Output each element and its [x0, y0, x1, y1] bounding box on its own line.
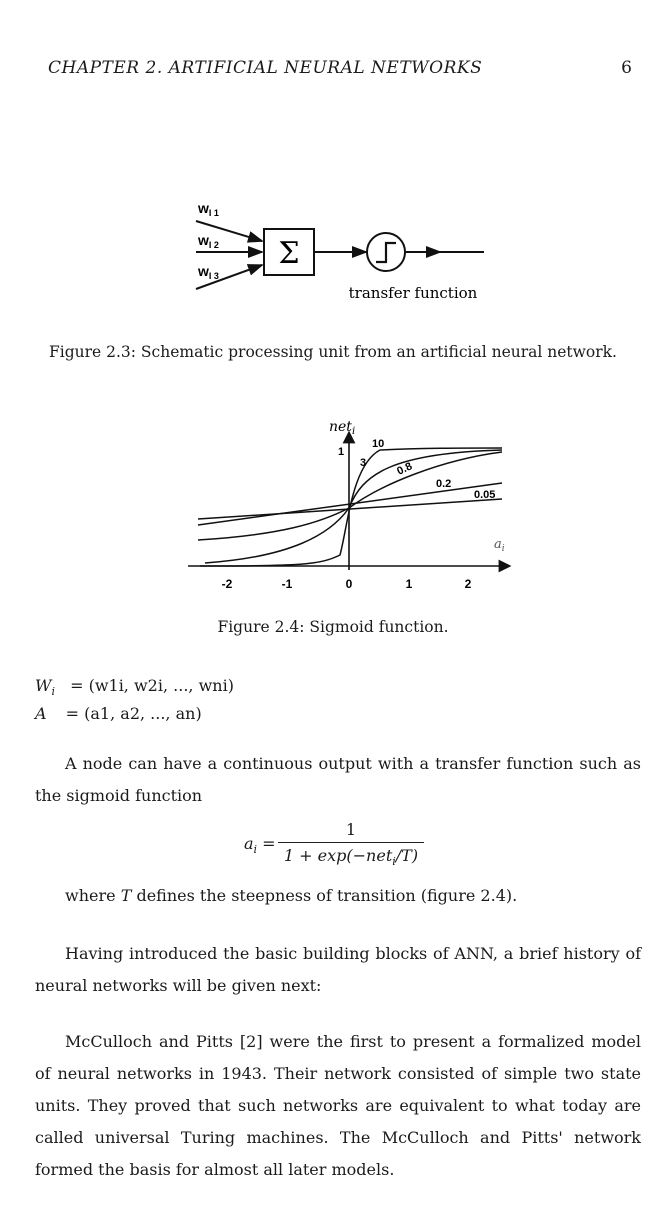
page-header — [0, 58, 666, 82]
curve-T-0.2 — [198, 483, 502, 525]
x-tick--1: -1 — [281, 577, 293, 591]
curve-label-0.8: 0.8 — [395, 460, 415, 478]
curve-label-3: 3 — [360, 457, 367, 469]
formula-numerator: 1 — [345, 820, 357, 839]
curve-T-0.8 — [198, 452, 502, 540]
curve-T-3 — [205, 450, 502, 563]
curve-T-0.05 — [198, 499, 502, 519]
formula-lhs: $a_i$ = — [244, 834, 276, 857]
curve-label-0.05: 0.05 — [474, 489, 496, 501]
transfer-function-label: transfer function — [348, 284, 478, 302]
sigmoid-intro-paragraph: A node can have a continuous output with a transfer function such as the sigmoid function — [35, 754, 641, 805]
x-tick-2: 2 — [464, 577, 472, 591]
processing-unit-diagram — [0, 185, 666, 305]
x-tick-1: 1 — [405, 577, 413, 591]
y-axis-label: net$_i$ — [329, 419, 356, 437]
curve-label-0.2: 0.2 — [436, 478, 452, 490]
figure-2-4-caption: Figure 2.4: Sigmoid function. — [217, 618, 449, 636]
sigmoid-formula — [0, 820, 666, 870]
x-tick--2: -2 — [221, 577, 233, 591]
sigma-icon: Σ — [278, 236, 300, 271]
fraction-bar — [278, 842, 424, 843]
figure-2-3-caption: Figure 2.3: Schematic processing unit from an artificial neural network. — [49, 343, 617, 361]
y-tick-1: 1 — [337, 446, 345, 458]
figure-processing-unit — [0, 185, 666, 305]
sigmoid-plot — [0, 415, 666, 595]
mcculloch-paragraph: McCulloch and Pitts [2] were the first to present a formalized model of neural networks in 1943. Their network consisted of simple two state units. They proved that such networks are equivalent to what today are called universal Turing machines. The McCulloch and Pitts' network formed the basis for almost all later models. — [35, 1032, 641, 1179]
formula-denominator: 1 + exp(−net$_i$/T) — [283, 846, 419, 869]
curve-label-10: 10 — [372, 438, 385, 450]
weight-label-2: $w_{I 2}$ — [198, 232, 219, 250]
x-axis-label: $a_i$ — [494, 537, 505, 554]
definition-A: A = (a1, a2, ..., an) — [35, 704, 202, 723]
figure-sigmoid — [0, 415, 666, 595]
definition-W: $W_i = (w1i$, w2i, ..., wni) — [35, 676, 234, 699]
steepness-paragraph: where T defines the steepness of transition (figure 2.4). — [65, 886, 518, 905]
chapter-title: CHAPTER 2. ARTIFICIAL NEURAL NETWORKS — [48, 58, 483, 78]
weight-label-1: $w_{I 1}$ — [198, 200, 219, 218]
page-number: 6 — [621, 58, 632, 78]
weight-label-3: $w_{I 3}$ — [198, 263, 219, 281]
history-intro-paragraph: Having introduced the basic building blocks of ANN, a brief history of neural networks will be given next: — [35, 944, 641, 995]
x-tick-0: 0 — [345, 577, 353, 591]
